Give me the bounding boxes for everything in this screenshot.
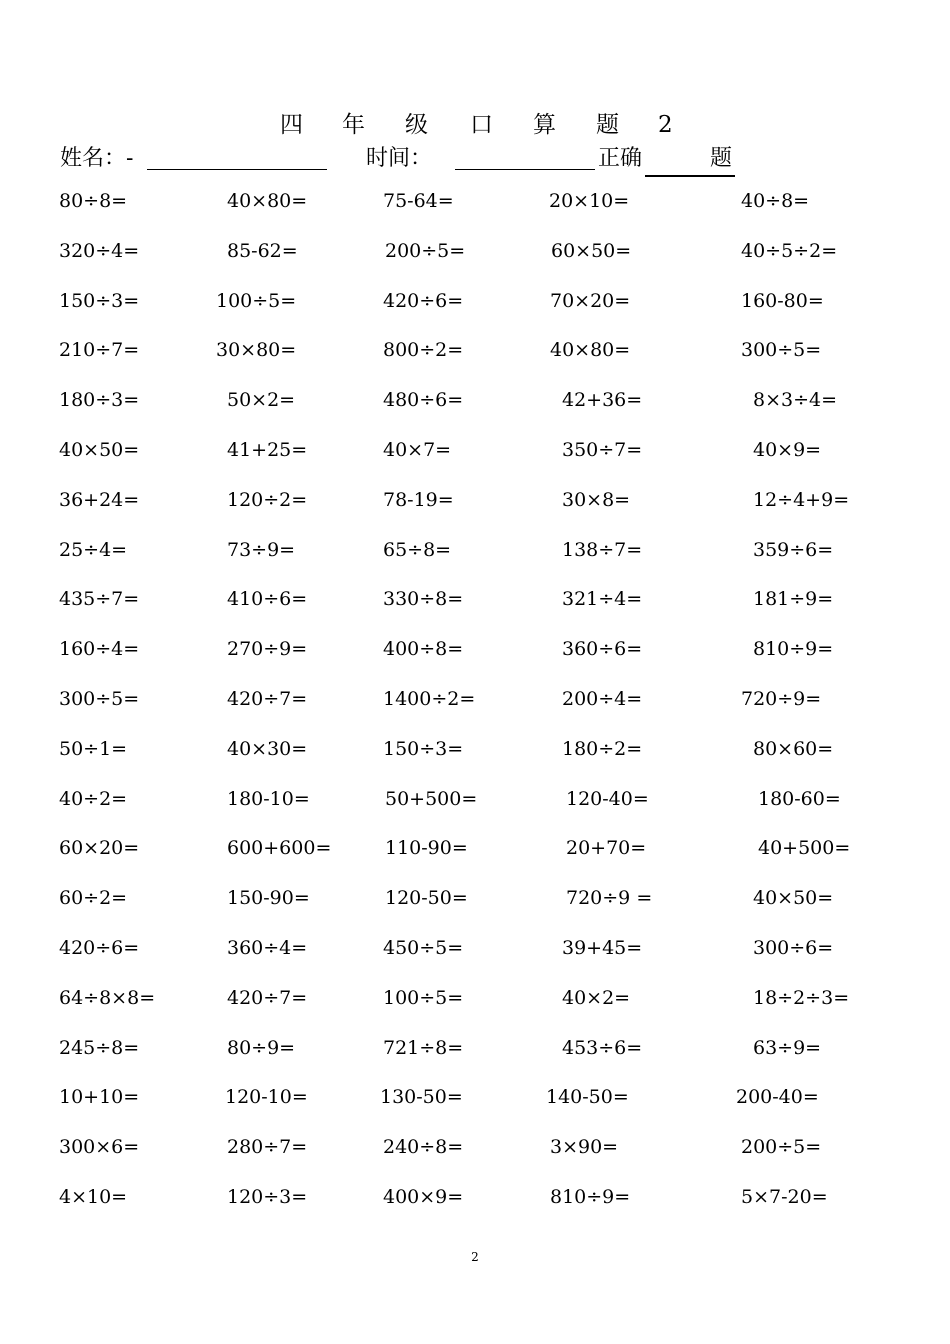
problem-item: 721÷8=: [383, 1036, 464, 1059]
problem-item: 160÷4=: [59, 638, 140, 661]
problem-item: 300÷5=: [741, 339, 822, 362]
problem-item: 130-50=: [380, 1086, 463, 1109]
problem-row: [0, 880, 950, 930]
problem-item: 120-40=: [566, 787, 649, 810]
problem-row: [0, 1179, 950, 1229]
problem-item: 180÷2=: [562, 737, 643, 760]
problem-item: 280÷7=: [227, 1136, 308, 1159]
correct-label: 正确: [598, 146, 643, 171]
time-label: 时间：: [366, 146, 433, 171]
problem-item: 40×50=: [59, 438, 140, 461]
worksheet-title: [0, 108, 950, 142]
problem-item: 180-60=: [758, 787, 841, 810]
problem-item: 420÷7=: [227, 687, 308, 710]
title-char: 2: [658, 112, 673, 138]
problem-item: 120-10=: [225, 1086, 308, 1109]
name-label: 姓名：-: [60, 146, 134, 171]
problem-item: 73÷9=: [227, 538, 296, 561]
problem-item: 8×3÷4=: [753, 389, 838, 412]
problem-item: 80÷9=: [227, 1036, 296, 1059]
problem-row: [0, 830, 950, 880]
title-char: 四: [280, 112, 303, 138]
problem-row: [0, 332, 950, 382]
problem-item: 360÷6=: [562, 638, 643, 661]
problem-row: [0, 532, 950, 582]
problem-row: [0, 980, 950, 1030]
problem-item: 40÷5÷2=: [741, 239, 838, 262]
problem-item: 40×80=: [550, 339, 631, 362]
problem-item: 42+36=: [562, 389, 643, 412]
problem-item: 420÷6=: [383, 289, 464, 312]
problem-item: 181÷9=: [753, 588, 834, 611]
problem-item: 40×2=: [562, 986, 631, 1009]
problem-item: 180÷3=: [59, 389, 140, 412]
problem-item: 75-64=: [383, 190, 454, 212]
problem-item: 10+10=: [59, 1086, 140, 1109]
problem-item: 40×50=: [753, 887, 834, 910]
problem-item: 40+500=: [758, 837, 851, 860]
problem-item: 41+25=: [227, 438, 308, 461]
problem-item: 40×9=: [753, 438, 822, 461]
problem-item: 110-90=: [385, 837, 468, 860]
problem-item: 420÷7=: [227, 986, 308, 1009]
problem-item: 25÷4=: [59, 538, 128, 561]
problem-item: 810÷9=: [550, 1185, 631, 1208]
problem-item: 70×20=: [550, 289, 631, 312]
problem-item: 600+600=: [227, 837, 332, 860]
problem-item: 410÷6=: [227, 588, 308, 611]
problem-item: 210÷7=: [59, 339, 140, 362]
title-char: 级: [405, 112, 428, 138]
title-char: 口: [470, 112, 493, 138]
problem-item: 20+70=: [566, 837, 647, 860]
problem-item: 18÷2÷3=: [753, 986, 850, 1009]
problem-item: 800÷2=: [383, 339, 464, 362]
problem-item: 720÷9 =: [566, 887, 653, 910]
problem-row: [0, 1129, 950, 1179]
problem-item: 138÷7=: [562, 538, 643, 561]
problem-item: 400×9=: [383, 1185, 464, 1208]
problem-item: 200÷5=: [385, 239, 466, 262]
problem-item: 80×60=: [753, 737, 834, 760]
problem-item: 65÷8=: [383, 538, 452, 561]
time-blank-line: [455, 169, 595, 170]
title-char: 题: [596, 112, 619, 138]
problem-item: 160-80=: [741, 289, 824, 312]
problem-item: 20×10=: [549, 190, 630, 212]
problem-item: 63÷9=: [753, 1036, 822, 1059]
problem-item: 36+24=: [59, 488, 140, 511]
problem-item: 1400÷2=: [383, 687, 476, 710]
problem-item: 720÷9=: [741, 687, 822, 710]
problem-item: 60÷2=: [59, 887, 128, 910]
problem-item: 140-50=: [546, 1086, 629, 1109]
problem-row: [0, 382, 950, 432]
problem-item: 12÷4+9=: [753, 488, 850, 511]
worksheet-header: [0, 140, 950, 180]
problem-item: 40×7=: [383, 438, 452, 461]
problem-item: 150÷3=: [59, 289, 140, 312]
problem-row: [0, 1030, 950, 1080]
problem-item: 810÷9=: [753, 638, 834, 661]
problem-item: 30×80=: [216, 339, 297, 362]
problem-item: 420÷6=: [59, 936, 140, 959]
problem-item: 330÷8=: [383, 588, 464, 611]
problem-item: 40×80=: [227, 190, 308, 212]
problem-row: [0, 432, 950, 482]
problem-row: [0, 631, 950, 681]
problem-item: 40÷8=: [741, 190, 810, 212]
problem-item: 320÷4=: [59, 239, 140, 262]
problem-item: 80÷8=: [59, 190, 128, 212]
problem-item: 100÷5=: [216, 289, 297, 312]
problem-item: 245÷8=: [59, 1036, 140, 1059]
problem-item: 78-19=: [383, 488, 454, 511]
problem-row: [0, 930, 950, 980]
problem-item: 5×7-20=: [741, 1185, 828, 1208]
problem-row: [0, 233, 950, 283]
problem-item: 64÷8×8=: [59, 986, 156, 1009]
problem-item: 321÷4=: [562, 588, 643, 611]
count-suffix: 题: [710, 146, 733, 171]
problem-item: 150-90=: [227, 887, 310, 910]
problem-item: 39+45=: [562, 936, 643, 959]
problem-item: 120-50=: [385, 887, 468, 910]
problem-row: [0, 482, 950, 532]
problem-item: 359÷6=: [753, 538, 834, 561]
name-blank-line: [147, 169, 327, 170]
problem-row: [0, 781, 950, 831]
problem-item: 200÷5=: [741, 1136, 822, 1159]
problem-item: 270÷9=: [227, 638, 308, 661]
problem-row: [0, 183, 950, 233]
problem-row: [0, 283, 950, 333]
problem-item: 300÷6=: [753, 936, 834, 959]
problem-row: [0, 581, 950, 631]
problem-row: [0, 1079, 950, 1129]
problem-item: 453÷6=: [562, 1036, 643, 1059]
problem-item: 4×10=: [59, 1185, 128, 1208]
problem-item: 480÷6=: [383, 389, 464, 412]
problem-item: 360÷4=: [227, 936, 308, 959]
problem-item: 400÷8=: [383, 638, 464, 661]
page-number: 2: [471, 1250, 479, 1264]
problem-item: 50+500=: [385, 787, 478, 810]
problem-item: 60×20=: [59, 837, 140, 860]
problem-item: 30×8=: [562, 488, 631, 511]
problem-item: 40×30=: [227, 737, 308, 760]
problem-grid: [0, 183, 950, 1229]
correct-count-line: [645, 175, 735, 177]
title-char: 年: [342, 112, 365, 138]
problem-item: 450÷5=: [383, 936, 464, 959]
problem-item: 120÷3=: [227, 1185, 308, 1208]
problem-item: 300×6=: [59, 1136, 140, 1159]
problem-item: 40÷2=: [59, 787, 128, 810]
problem-row: [0, 681, 950, 731]
problem-item: 300÷5=: [59, 687, 140, 710]
problem-item: 200÷4=: [562, 687, 643, 710]
title-char: 算: [533, 112, 556, 138]
problem-item: 3×90=: [550, 1136, 619, 1159]
problem-item: 200-40=: [736, 1086, 819, 1109]
problem-item: 180-10=: [227, 787, 310, 810]
problem-item: 50×2=: [227, 389, 296, 412]
problem-item: 100÷5=: [383, 986, 464, 1009]
problem-item: 50÷1=: [59, 737, 128, 760]
problem-item: 150÷3=: [383, 737, 464, 760]
problem-item: 240÷8=: [383, 1136, 464, 1159]
problem-item: 85-62=: [227, 239, 298, 262]
problem-item: 435÷7=: [59, 588, 140, 611]
problem-row: [0, 731, 950, 781]
problem-item: 120÷2=: [227, 488, 308, 511]
problem-item: 60×50=: [551, 239, 632, 262]
problem-item: 350÷7=: [562, 438, 643, 461]
